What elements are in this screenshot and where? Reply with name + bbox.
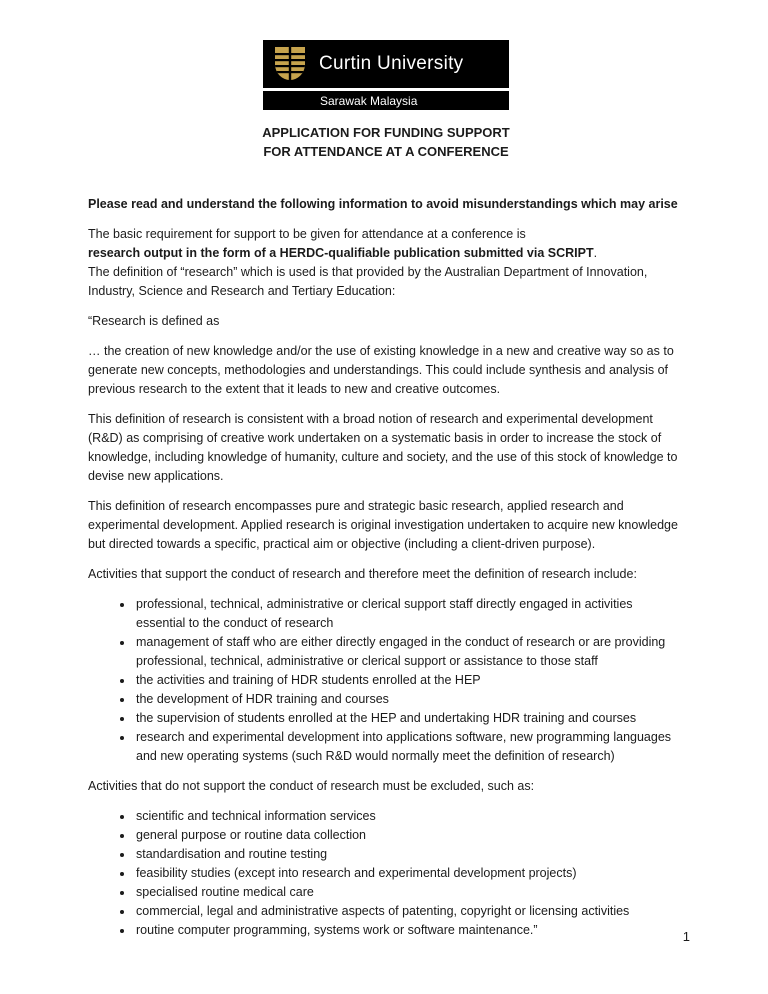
logo-campus-text: Sarawak Malaysia [320, 93, 418, 108]
list-item: • general purpose or routine data collection [134, 826, 684, 845]
included-activities-heading: Activities that support the conduct of research and therefore meet the definition of research include: [88, 567, 637, 581]
list-item: • scientific and technical information services [134, 807, 684, 826]
list-item: • commercial, legal and administrative aspects of patenting, copyright or licensing activities [134, 902, 684, 921]
paragraph-research-definition: … the creation of new knowledge and/or the use of existing knowledge in a new and creative way so as to generate new concepts, methodologies and understandings. This could include synthesis and analysis of previous research to the extent that it leads to new and creative outcomes. [88, 344, 674, 396]
university-logo [263, 40, 509, 110]
list-item: • the development of HDR training and courses [134, 690, 684, 709]
list-item: • professional, technical, administrative or clerical support staff directly engaged in activities essential to the conduct of research [134, 595, 684, 633]
list-item: • the activities and training of HDR students enrolled at the HEP [134, 671, 684, 690]
requirement-definition-text: The definition of “research” which is used is that provided by the Australian Department of Innovation, Industry, Science and Research and Tertiary Education: [88, 265, 648, 298]
list-item: • routine computer programming, systems work or software maintenance.” [134, 921, 684, 940]
document-title-line1: APPLICATION FOR FUNDING SUPPORT [262, 125, 510, 140]
page-number: 1 [682, 929, 690, 944]
list-item: • standardisation and routine testing [134, 845, 684, 864]
requirement-intro-text: The basic requirement for support to be given for attendance at a conference is [88, 227, 526, 241]
list-item: • specialised routine medical care [134, 883, 684, 902]
excluded-activities-heading: Activities that do not support the conduct of research must be excluded, such as: [88, 779, 535, 793]
document-title [88, 123, 684, 161]
included-activities-list [88, 595, 684, 766]
paragraph-research-defined-as: “Research is defined as [88, 314, 220, 328]
notice-text: Please read and understand the following information to avoid misunderstandings which may arise [88, 197, 678, 211]
paragraph-broad-notion: This definition of research is consistent with a broad notion of research and experimental development (R&D) as comprising of creative work undertaken on a systematic basis in order to increase the stock of knowledge, including knowledge of humanity, culture and society, and the use of this stock of knowledge to devise new applications. [88, 412, 678, 483]
logo-main-bar [263, 40, 509, 88]
document-title-line2: FOR ATTENDANCE AT A CONFERENCE [263, 144, 509, 159]
list-item: • feasibility studies (except into research and experimental development projects) [134, 864, 684, 883]
paragraph-encompasses: This definition of research encompasses pure and strategic basic research, applied research and experimental development. Applied research is original investigation undertaken to acquire new knowledge but directed towards a specific, practical aim or objective (including a client-driven purpose). [88, 499, 678, 551]
list-item: • research and experimental development into applications software, new programming languages and new operating systems (such R&D would normally meet the definition of research) [134, 728, 684, 766]
excluded-activities-list [88, 807, 684, 940]
list-item: • management of staff who are either directly engaged in the conduct of research or are providing professional, technical, administrative or clerical support or assistance to those staff [134, 633, 684, 671]
requirement-bold-text: research output in the form of a HERDC-qualifiable publication submitted via SCRIPT [88, 246, 594, 260]
list-item: • the supervision of students enrolled at the HEP and undertaking HDR training and courses [134, 709, 684, 728]
requirement-bold-tail: . [593, 246, 598, 260]
logo-brand-text: Curtin University [319, 53, 464, 74]
paragraph-basic-requirement [88, 225, 684, 301]
curtin-emblem-icon [271, 44, 309, 84]
logo-campus-bar [263, 91, 509, 110]
